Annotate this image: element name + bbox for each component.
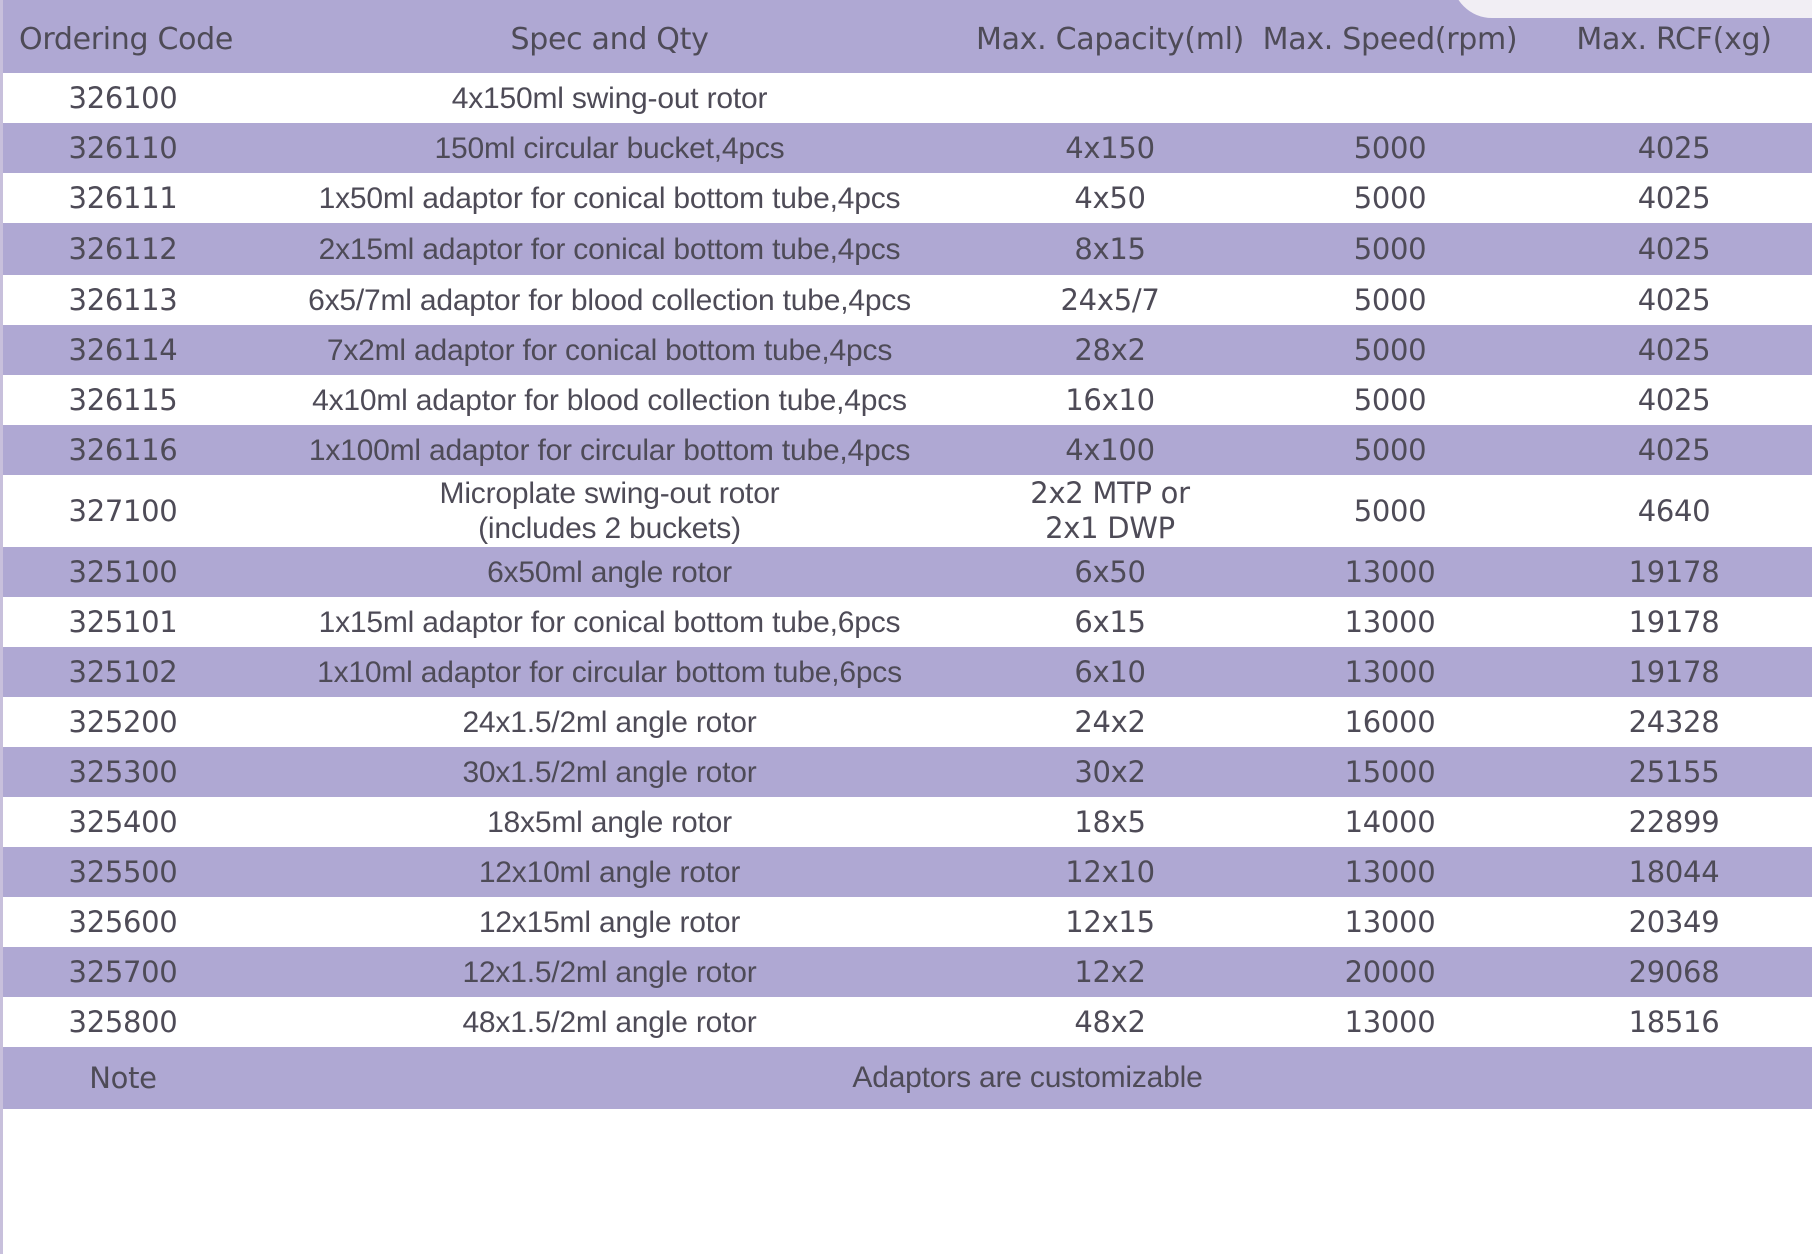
table-row	[3, 797, 1812, 847]
capacity-line: 8x15	[1074, 231, 1146, 266]
speed-cell: 13000	[1344, 555, 1436, 589]
rcf-cell: 19178	[1628, 555, 1720, 589]
capacity-cell	[976, 897, 1244, 947]
spec-cell	[243, 425, 976, 475]
speed-cell: 13000	[1344, 1005, 1436, 1039]
ordering-code-cell: 326110	[68, 131, 178, 165]
speed-cell: 5000	[1353, 283, 1427, 317]
ordering-code-cell: 325700	[68, 955, 178, 989]
capacity-cell	[976, 547, 1244, 597]
speed-cell: 5000	[1353, 494, 1427, 528]
header-max-speed: Max. Speed(rpm)	[1262, 22, 1518, 57]
speed-cell: 14000	[1344, 805, 1436, 839]
spec-line: Microplate swing-out rotor	[439, 477, 780, 510]
table-row	[3, 123, 1812, 173]
capacity-cell	[976, 797, 1244, 847]
rcf-cell: 4025	[1637, 283, 1711, 317]
spec-line: 150ml circular bucket,4pcs	[434, 131, 785, 165]
rcf-cell: 22899	[1628, 805, 1720, 839]
ordering-code-cell: 325300	[68, 755, 178, 789]
capacity-line: 16x10	[1065, 382, 1155, 417]
ordering-code-cell: 325500	[68, 855, 178, 889]
capacity-cell	[976, 997, 1244, 1047]
spec-line: 12x10ml angle rotor	[478, 855, 741, 889]
speed-cell: 5000	[1353, 181, 1427, 215]
table-row	[3, 597, 1812, 647]
capacity-cell	[976, 947, 1244, 997]
spec-cell	[243, 847, 976, 897]
capacity-line: 2x1 DWP	[1045, 511, 1175, 545]
spec-line: 7x2ml adaptor for conical bottom tube,4pcs	[326, 333, 893, 367]
speed-cell: 5000	[1353, 333, 1427, 367]
capacity-cell	[976, 73, 1244, 123]
spec-line: 30x1.5/2ml angle rotor	[462, 755, 757, 789]
spec-line: 4x150ml swing-out rotor	[451, 81, 768, 115]
table-row	[3, 375, 1812, 425]
spec-line: 1x100ml adaptor for circular bottom tube,4pcs	[308, 433, 911, 467]
ordering-code-cell: 326115	[68, 383, 178, 417]
capacity-cell	[976, 847, 1244, 897]
capacity-line: 24x2	[1074, 704, 1146, 739]
spec-line: 1x15ml adaptor for conical bottom tube,6pcs	[318, 605, 901, 639]
capacity-cell	[976, 375, 1244, 425]
rotor-spec-table	[3, 0, 1812, 1109]
table-row	[3, 647, 1812, 697]
header-max-capacity: Max. Capacity(ml)	[976, 22, 1244, 57]
speed-cell: 15000	[1344, 755, 1436, 789]
spec-line: 6x50ml angle rotor	[487, 555, 732, 589]
speed-cell: 5000	[1353, 131, 1427, 165]
ordering-code-cell: 325200	[68, 705, 178, 739]
rcf-cell: 19178	[1628, 605, 1720, 639]
ordering-code-cell: 326113	[68, 283, 178, 317]
spec-line: 12x1.5/2ml angle rotor	[462, 955, 757, 989]
header-ordering-code: Ordering Code	[19, 22, 234, 57]
table-row	[3, 475, 1812, 547]
spec-cell	[243, 647, 976, 697]
spec-line: 12x15ml angle rotor	[478, 905, 741, 939]
capacity-cell	[976, 275, 1244, 325]
spec-line: 48x1.5/2ml angle rotor	[462, 1005, 757, 1039]
spec-cell	[243, 947, 976, 997]
speed-cell: 13000	[1344, 655, 1436, 689]
speed-cell: 5000	[1353, 433, 1427, 467]
header-spec-and-qty: Spec and Qty	[510, 22, 709, 57]
spec-line: 18x5ml angle rotor	[487, 805, 732, 839]
spec-line: 1x10ml adaptor for circular bottom tube,6pcs	[317, 655, 902, 689]
capacity-line: 12x10	[1065, 854, 1155, 889]
note-label: Note	[89, 1061, 157, 1095]
ordering-code-cell: 325101	[68, 605, 178, 639]
capacity-line: 28x2	[1074, 332, 1146, 367]
capacity-cell	[976, 223, 1244, 275]
rcf-cell: 19178	[1628, 655, 1720, 689]
spec-cell	[243, 223, 976, 275]
rcf-cell: 20349	[1628, 905, 1720, 939]
table-row	[3, 73, 1812, 123]
ordering-code-cell: 325800	[68, 1005, 178, 1039]
table-row	[3, 223, 1812, 275]
rcf-cell: 4025	[1637, 333, 1711, 367]
capacity-cell	[976, 173, 1244, 223]
table-row	[3, 947, 1812, 997]
spec-cell	[243, 697, 976, 747]
capacity-line: 12x15	[1065, 904, 1155, 939]
spec-line: 2x15ml adaptor for conical bottom tube,4pcs	[318, 232, 901, 266]
spec-cell	[243, 997, 976, 1047]
capacity-cell	[976, 597, 1244, 647]
spec-line: (includes 2 buckets)	[478, 512, 741, 545]
capacity-line: 6x50	[1074, 554, 1146, 589]
rcf-cell	[1536, 73, 1812, 123]
rcf-cell: 29068	[1628, 955, 1720, 989]
spec-cell	[243, 275, 976, 325]
spec-cell	[243, 897, 976, 947]
speed-cell: 5000	[1353, 383, 1427, 417]
rcf-cell: 4025	[1637, 232, 1711, 266]
spec-cell	[243, 325, 976, 375]
speed-cell: 20000	[1344, 955, 1436, 989]
speed-cell: 5000	[1353, 232, 1427, 266]
ordering-code-cell: 325600	[68, 905, 178, 939]
capacity-line: 6x15	[1074, 604, 1146, 639]
speed-cell: 13000	[1344, 855, 1436, 889]
capacity-line: 6x10	[1074, 654, 1146, 689]
capacity-cell	[976, 425, 1244, 475]
capacity-line: 4x100	[1065, 432, 1155, 467]
capacity-line: 30x2	[1074, 754, 1146, 789]
spec-line: 24x1.5/2ml angle rotor	[462, 705, 757, 739]
spec-cell	[243, 475, 976, 547]
spec-line: 1x50ml adaptor for conical bottom tube,4pcs	[318, 181, 901, 215]
ordering-code-cell: 327100	[68, 494, 178, 528]
rcf-cell: 4025	[1637, 433, 1711, 467]
corner-tab	[1452, 0, 1812, 18]
spec-cell	[243, 73, 976, 123]
capacity-cell	[976, 123, 1244, 173]
table-row	[3, 747, 1812, 797]
speed-cell: 13000	[1344, 605, 1436, 639]
rcf-cell: 4640	[1637, 494, 1711, 528]
ordering-code-cell: 326112	[68, 232, 178, 266]
ordering-code-cell: 326114	[68, 333, 178, 367]
table-row	[3, 275, 1812, 325]
table-row	[3, 997, 1812, 1047]
capacity-line: 4x150	[1065, 130, 1155, 165]
rcf-cell: 25155	[1628, 755, 1720, 789]
rcf-cell: 4025	[1637, 131, 1711, 165]
spec-line: 6x5/7ml adaptor for blood collection tube,4pcs	[308, 283, 911, 317]
capacity-line: 4x50	[1074, 180, 1146, 215]
table-row	[3, 425, 1812, 475]
ordering-code-cell: 326100	[68, 81, 178, 115]
table-row	[3, 897, 1812, 947]
table-row	[3, 547, 1812, 597]
speed-cell	[1244, 73, 1536, 123]
spec-cell	[243, 375, 976, 425]
rcf-cell: 4025	[1637, 383, 1711, 417]
table-row	[3, 697, 1812, 747]
header-max-rcf: Max. RCF(xg)	[1576, 22, 1772, 57]
ordering-code-cell: 326111	[68, 181, 178, 215]
capacity-line: 24x5/7	[1060, 282, 1160, 317]
table-row	[3, 847, 1812, 897]
spec-cell	[243, 797, 976, 847]
capacity-line: 48x2	[1074, 1004, 1146, 1039]
capacity-line: 12x2	[1074, 954, 1146, 989]
table-body	[3, 73, 1812, 1047]
table-row	[3, 173, 1812, 223]
ordering-code-cell: 325102	[68, 655, 178, 689]
spec-cell	[243, 597, 976, 647]
table-row	[3, 325, 1812, 375]
capacity-cell	[976, 647, 1244, 697]
capacity-cell	[976, 747, 1244, 797]
spec-cell	[243, 173, 976, 223]
spec-cell	[243, 123, 976, 173]
ordering-code-cell: 325100	[68, 555, 178, 589]
ordering-code-cell: 325400	[68, 805, 178, 839]
capacity-line: 2x2 MTP or	[1030, 476, 1190, 510]
speed-cell: 16000	[1344, 705, 1436, 739]
note-row	[3, 1047, 1812, 1109]
capacity-cell	[976, 325, 1244, 375]
ordering-code-cell: 326116	[68, 433, 178, 467]
rcf-cell: 18044	[1628, 855, 1720, 889]
spec-line: 4x10ml adaptor for blood collection tube,4pcs	[312, 383, 907, 417]
spec-cell	[243, 547, 976, 597]
spec-cell	[243, 747, 976, 797]
speed-cell: 13000	[1344, 905, 1436, 939]
rcf-cell: 4025	[1637, 181, 1711, 215]
note-text: Adaptors are customizable	[852, 1061, 1203, 1094]
rcf-cell: 24328	[1628, 705, 1720, 739]
capacity-cell	[976, 475, 1244, 547]
rcf-cell: 18516	[1628, 1005, 1720, 1039]
capacity-cell	[976, 697, 1244, 747]
capacity-line: 18x5	[1074, 804, 1146, 839]
